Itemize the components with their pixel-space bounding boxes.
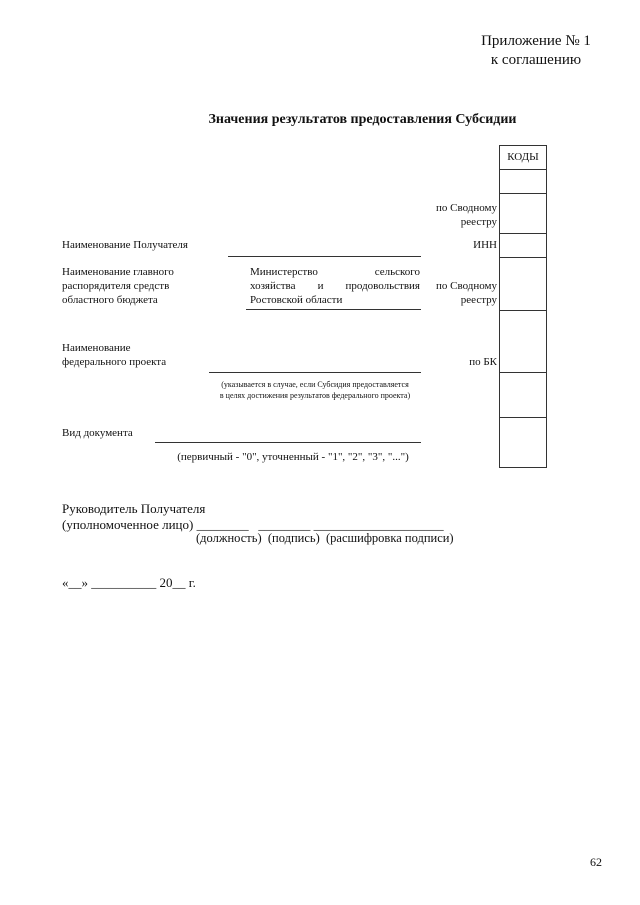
bk-label: по БК	[469, 356, 497, 368]
gr-label	[62, 265, 174, 307]
head-label-line1: Руководитель Получателя	[62, 501, 206, 516]
page-number: 62	[590, 855, 602, 869]
project-label-line1: Наименование	[62, 342, 131, 354]
project-note-line2: в целях достижения результатов федерального проекта)	[219, 391, 411, 400]
gr-value-line1	[250, 265, 420, 279]
head-block	[62, 501, 444, 533]
recipient-line	[228, 256, 421, 257]
sign-captions: (должность) (подпись) (расшифровка подписи)	[196, 531, 454, 545]
project-label-line2: федерального проекта	[62, 356, 167, 368]
codes-header: КОДЫ	[500, 146, 546, 170]
gr-value-line3: Ростовской области	[250, 294, 343, 306]
gr-label-line1: Наименование главного	[62, 266, 174, 278]
svod-label-2-line2: реестру	[460, 294, 497, 306]
gr-label-line3: областного бюджета	[62, 294, 158, 306]
date-line: «__» __________ 20__ г.	[62, 575, 196, 590]
gr-value-word-5: продовольствия	[345, 280, 420, 292]
code-cell-extra	[500, 373, 546, 418]
gr-value	[250, 265, 420, 307]
recipient-label: Наименование Получателя	[62, 239, 188, 251]
gr-value-line2	[250, 279, 420, 293]
appendix-header	[470, 32, 602, 70]
code-cell-doc	[500, 418, 546, 468]
code-cell-svod1	[500, 194, 546, 234]
gr-line	[246, 309, 421, 310]
code-cell-blank	[500, 170, 546, 194]
project-label	[62, 341, 166, 369]
svod-label-2-line1: по Сводному	[435, 280, 497, 292]
gr-value-word-4: и	[317, 280, 324, 292]
svod-label-2	[405, 279, 497, 307]
svod-label-1	[405, 201, 497, 229]
gr-value-word-3: хозяйства	[250, 280, 296, 292]
appendix-line2: к соглашению	[490, 52, 582, 68]
code-cell-bk	[500, 311, 546, 373]
inn-label: ИНН	[473, 239, 497, 251]
gr-value-word-1: Министерство	[250, 266, 318, 278]
project-note-line1: (указывается в случае, если Субсидия предоставляется	[221, 380, 409, 389]
project-line	[209, 372, 421, 373]
code-cell-svod2	[500, 258, 546, 311]
codes-table	[499, 145, 547, 468]
svod-label-1-line1: по Сводному	[435, 202, 497, 214]
svod-label-1-line2: реестру	[460, 216, 497, 228]
project-note	[209, 379, 421, 401]
doc-line	[155, 442, 421, 443]
code-cell-inn	[500, 234, 546, 258]
appendix-line1: Приложение № 1	[481, 33, 591, 49]
doc-label: Вид документа	[62, 427, 133, 439]
page-title: Значения результатов предоставления Субсидии	[208, 112, 517, 127]
gr-label-line2: распорядителя средств	[62, 280, 170, 292]
head-label-line2: (уполномоченное лицо) ________ ________ ____________________	[62, 517, 444, 532]
doc-note: (первичный - "0", уточненный - "1", "2", "3", "...")	[177, 451, 409, 463]
gr-value-word-2: сельского	[374, 266, 420, 278]
